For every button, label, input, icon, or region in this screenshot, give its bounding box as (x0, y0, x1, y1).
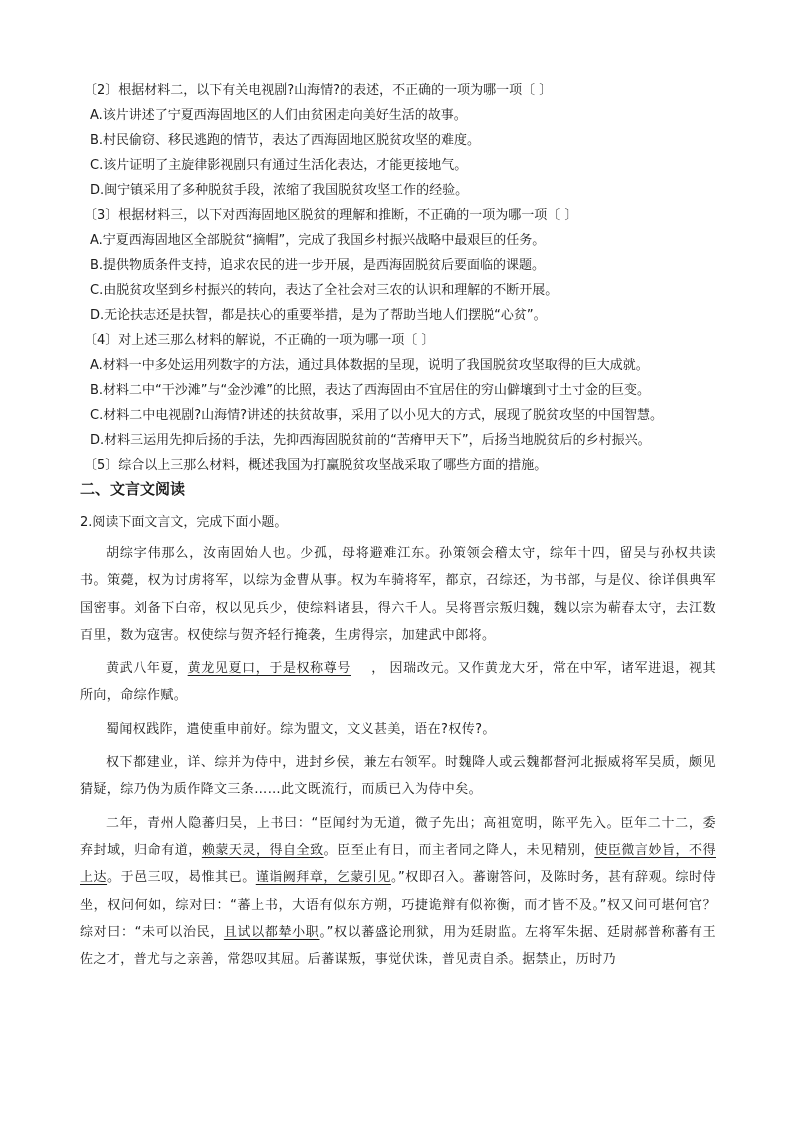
question-2-option-d: D.闽宁镇采用了多种脱贫手段，浓缩了我国脱贫攻坚工作的经验。 (90, 183, 469, 198)
text-run: 。”权以蕃盛论刑狱，用为廷尉监。左将军朱据、廷尉郝普称蕃有王佐之才，普尤与之亲善，常怨叹其屈。后蕃谋叛，事觉伏诛，普见责自杀。据禁止，历时乃 (80, 924, 716, 968)
text-run: 。臣至止有日，而主者同之降人，未见精别， (323, 842, 595, 858)
question-4-option-d: D.材料三运用先抑后扬的手法，先抑西海固脱贫前的“苦瘠甲天下”，后扬当地脱贫后的乡村振兴。 (90, 433, 651, 448)
passage-paragraph-5 (80, 810, 716, 974)
underlined-sentence: 且试以都辇小职 (223, 924, 320, 940)
question-2-option-a: A.该片讲述了宁夏西海固地区的人们由贫困走向美好生活的故事。 (90, 108, 467, 123)
question-4-option-a: A.材料一中多处运用列数字的方法，通过具体数据的呈现，说明了我国脱贫攻坚取得的巨大成就。 (90, 358, 649, 373)
question-4-stem: 〔4〕对上述三那么材料的解说，不正确的一项为哪一项〔 〕 (84, 333, 435, 348)
question-2-option-b: B.村民偷窃、移民逃跑的情节，表达了西海固地区脱贫攻坚的难度。 (90, 133, 481, 148)
text-run: ， 因瑞改元。又作黄龙大牙，常在中军，诸军进退，视其所向，命综作赋。 (80, 661, 716, 704)
text-run: 黄武八年夏， (106, 661, 188, 677)
question-4-option-c: C.材料二中电视剧?山海情?讲述的扶贫故事，采用了以小见大的方式，展现了脱贫攻坚的中国智慧。 (90, 408, 664, 423)
question-5-stem: 〔5〕综合以上三那么材料，概述我国为打赢脱贫攻坚战采取了哪些方面的措施。 (84, 458, 548, 473)
question-3-option-c: C.由脱贫攻坚到乡村振兴的转向，表达了全社会对三农的认识和理解的不断开展。 (90, 283, 559, 298)
question-3-option-b: B.提供物质条件支持，追求农民的进一步开展，是西海固脱贫后要面临的课题。 (90, 258, 546, 273)
question-3-stem: 〔3〕根据材料三，以下对西海固地区脱贫的理解和推断，不正确的一项为哪一项〔 〕 (84, 208, 578, 223)
underlined-sentence: 谨诣阙拜章，乞蒙引见 (255, 870, 391, 886)
passage-paragraph-4: 权下都建业，详、综并为侍中，进封乡侯，兼左右领军。时魏降人或云魏都督河北振威将军吴质，颇见猜疑，综乃伪为质作降文三条……此文既流行，而质已入为侍中矣。 (80, 755, 716, 798)
underlined-sentence: 赖蒙天灵，得自全致 (201, 842, 324, 858)
text-run: 二年，青州人隐蕃归吴，上书曰：“臣闻纣为无道，微子先出；高祖宽明，陈平先入。臣年二十二，委弃封域，归命有道， (80, 815, 716, 858)
question-2-stem: 〔2〕根据材料二，以下有关电视剧?山海情?的表述，不正确的一项为哪一项〔 〕 (84, 83, 553, 98)
text-run: 。”权即召入。蕃谢答问，及陈时务，甚有辞观。综时侍坐，权问何如，综对曰：“蕃上书，大语有似东方朔，巧捷诡辩有似祢衡，而才皆不及。”权又问可堪何官？综对曰：“未可以治民， (80, 870, 716, 940)
question-2-option-c: C.该片证明了主旋律影视剧只有通过生活化表达，才能更接地气。 (90, 158, 468, 173)
underlined-sentence: 使臣微言妙旨，不得上达 (80, 842, 716, 886)
underlined-sentence: 黄龙见夏口，于是权称尊号 (187, 661, 351, 677)
text-run: 。于邑三叹，曷惟其已。 (107, 870, 256, 886)
question-4-option-b: B.材料二中“干沙滩”与“金沙滩”的比照，表达了西海固由不宜居住的穷山僻壤到寸土寸金的巨变。 (90, 383, 650, 398)
classical-passage (80, 540, 716, 979)
question-3-option-a: A.宁夏西海固地区全部脱贫“摘帽”，完成了我国乡村振兴战略中最艰巨的任务。 (90, 233, 546, 248)
passage-paragraph-1: 胡综字伟那么，汝南固始人也。少孤，母将避难江东。孙策领会稽太守，综年十四，留吴与孙权共读书。策薨，权为讨虏将军，以综为金曹从事。权为车骑将军，都京，召综还，为书部，与是仪、徐详俱典军国密事。刘备下白帝，权以见兵少，使综料诸县，得六千人。吴将晋宗叛归魏，魏以宗为蕲春太守，去江数百里，数为寇害。权使综与贺齐轻行掩袭，生虏得宗，加建武中郎将。 (80, 546, 716, 643)
question-block (84, 78, 734, 478)
question-3-option-d: D.无论扶志还是扶智，都是扶心的重要举措，是为了帮助当地人们摆脱“心贫”。 (90, 308, 547, 323)
section-title: 二、文言文阅读 (80, 480, 186, 498)
section-instruction: 2.阅读下面文言文，完成下面小题。 (80, 515, 288, 530)
passage-paragraph-3: 蜀闻权践阼，遣使重申前好。综为盟文，文义甚美，语在?权传?。 (106, 721, 496, 737)
passage-paragraph-2 (80, 655, 716, 710)
